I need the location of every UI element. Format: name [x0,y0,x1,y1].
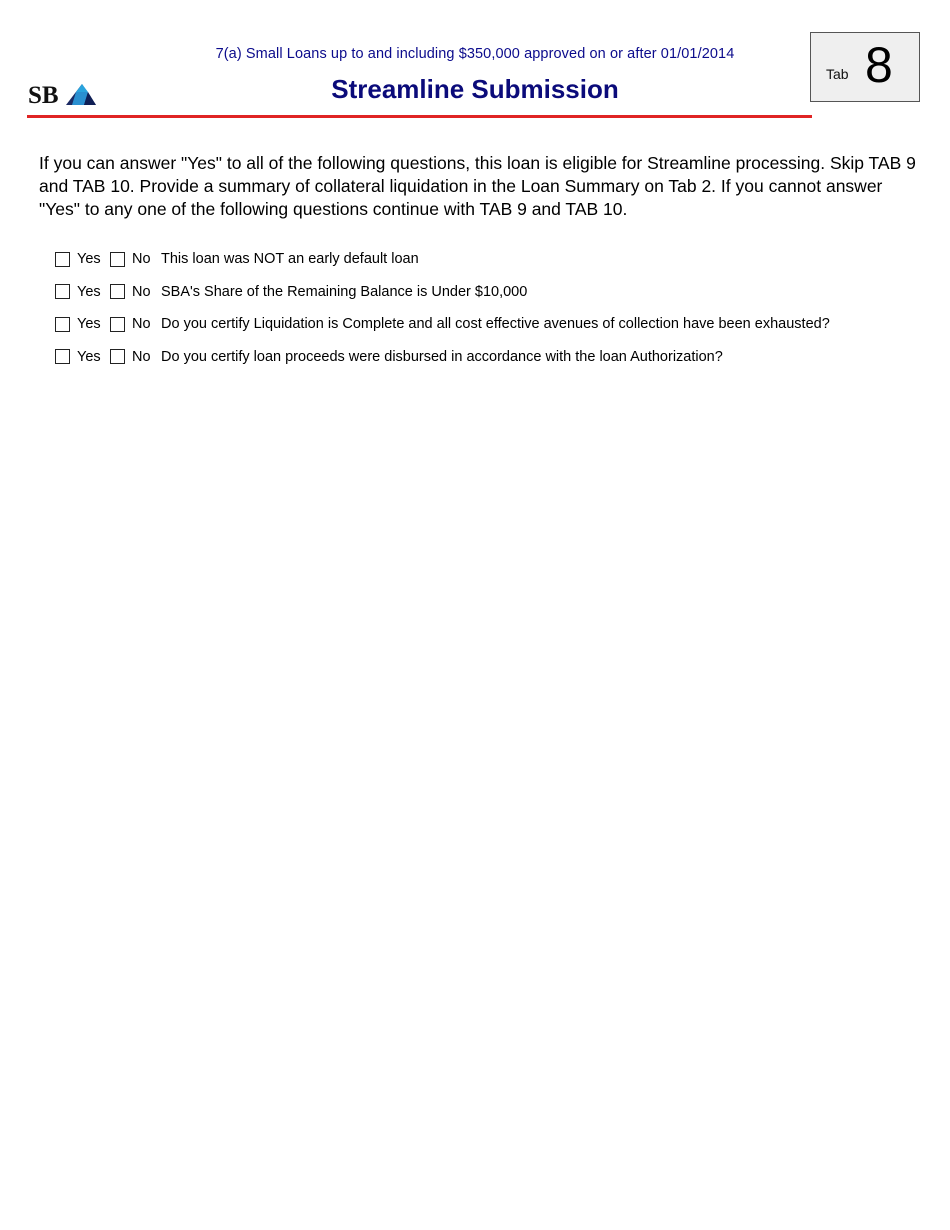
yes-label: Yes [77,316,101,333]
question-row [55,341,925,374]
no-label: No [132,283,151,300]
yes-label: Yes [77,283,101,300]
tab-indicator [810,32,920,102]
header-divider [27,115,812,118]
question-row [55,276,925,309]
yes-checkbox[interactable] [55,349,70,364]
question-text: Do you certify loan proceeds were disbursed in accordance with the loan Authorization? [161,348,723,365]
yes-checkbox[interactable] [55,317,70,332]
subtitle: 7(a) Small Loans up to and including $350,000 approved on or after 01/01/2014 [215,46,735,62]
yes-checkbox[interactable] [55,284,70,299]
no-label: No [132,316,151,333]
question-row [55,308,925,341]
no-label: No [132,251,151,268]
yes-label: Yes [77,251,101,268]
question-text: SBA's Share of the Remaining Balance is Under $10,000 [161,283,528,300]
tab-number: 8 [865,37,893,93]
question-text: This loan was NOT an early default loan [161,251,419,268]
svg-text:SB: SB [28,82,59,106]
no-label: No [132,348,151,365]
question-text: Do you certify Liquidation is Complete and all cost effective avenues of collection have been exhausted? [161,316,830,333]
intro-paragraph: If you can answer "Yes" to all of the following questions, this loan is eligible for Streamline processing. Skip TAB 9 and TAB 10. Provide a summary of collateral liquidation in the Loan Summary on Tab 2. If you cannot answer "Yes" to any one of the following questions continue with TAB 9 and TAB 10. [39,153,916,219]
no-checkbox[interactable] [110,349,125,364]
tab-label: Tab [826,66,849,82]
no-checkbox[interactable] [110,284,125,299]
page-title: Streamline Submission [331,74,619,104]
question-row [55,243,925,276]
yes-checkbox[interactable] [55,252,70,267]
no-checkbox[interactable] [110,317,125,332]
yes-label: Yes [77,348,101,365]
no-checkbox[interactable] [110,252,125,267]
question-list [55,243,925,373]
